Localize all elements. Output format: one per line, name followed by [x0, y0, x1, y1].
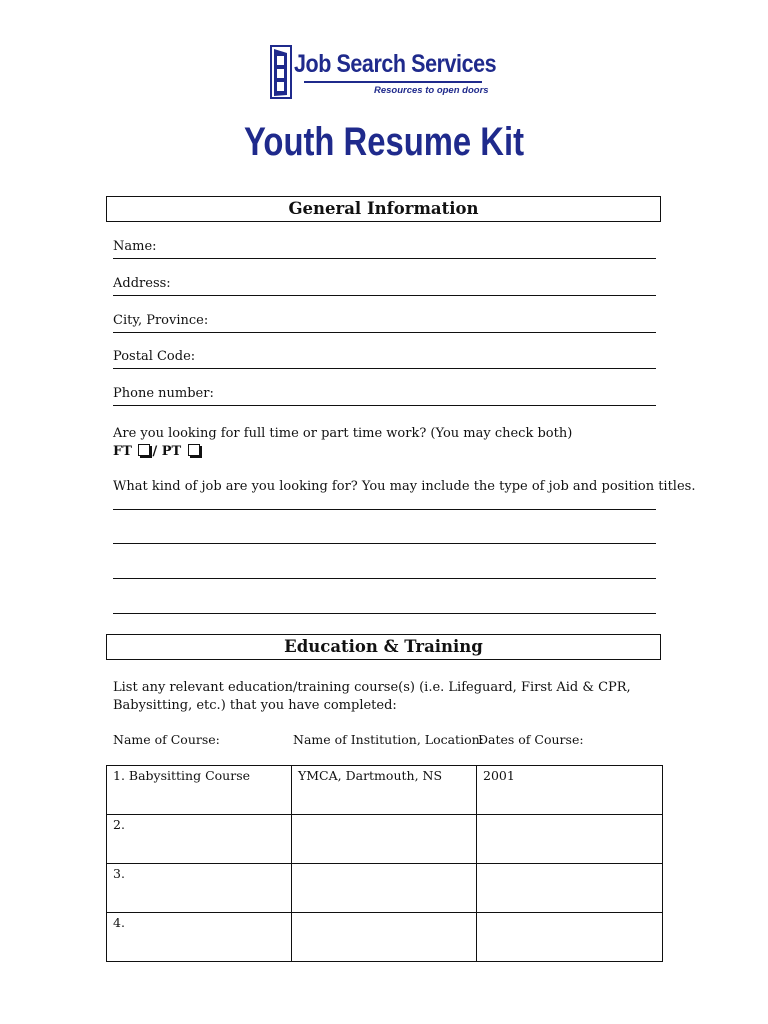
job-answer-line-4[interactable]	[113, 613, 656, 614]
logo-name: Job Search Services	[294, 50, 497, 78]
institution-column-header: Name of Institution, Location:	[293, 732, 484, 747]
job-answer-line-1[interactable]	[113, 509, 656, 510]
education-instructions: List any relevant education/training course(s) (i.e. Lifeguard, First Aid & CPR, Babysitting, etc.) that you have completed:	[113, 680, 631, 713]
table-row	[107, 815, 663, 864]
city-province-label: City, Province:	[113, 313, 209, 328]
course-name-cell[interactable]: 1. Babysitting Course	[107, 766, 292, 815]
institution-cell[interactable]	[292, 913, 477, 962]
job-type-question: What kind of job are you looking for? You may include the type of job and position titles.	[113, 479, 696, 494]
address-label: Address:	[113, 276, 171, 291]
job-answer-line-3[interactable]	[113, 578, 656, 579]
city-province-field[interactable]	[113, 312, 656, 333]
pt-checkbox[interactable]	[188, 444, 200, 456]
institution-cell[interactable]: YMCA, Dartmouth, NS	[292, 766, 477, 815]
phone-number-field[interactable]	[113, 385, 656, 406]
ft-checkbox[interactable]	[138, 444, 150, 456]
courses-table	[106, 765, 663, 962]
name-field[interactable]	[113, 238, 656, 259]
institution-cell[interactable]	[292, 815, 477, 864]
logo-rule	[304, 81, 482, 83]
table-row	[107, 766, 663, 815]
table-row	[107, 864, 663, 913]
dates-cell[interactable]: 2001	[477, 766, 663, 815]
logo-tagline: Resources to open doors	[374, 85, 489, 96]
address-field[interactable]	[113, 275, 656, 296]
pt-label: / PT	[152, 444, 182, 459]
table-row	[107, 913, 663, 962]
institution-cell[interactable]	[292, 864, 477, 913]
course-name-cell[interactable]: 3.	[107, 864, 292, 913]
page-title: Youth Resume Kit	[243, 120, 525, 164]
work-type-options	[113, 443, 202, 460]
postal-code-label: Postal Code:	[113, 349, 196, 364]
dates-cell[interactable]	[477, 913, 663, 962]
name-label: Name:	[113, 239, 157, 254]
general-information-heading: General Information	[106, 196, 661, 222]
course-name-column-header: Name of Course:	[113, 732, 220, 747]
dates-cell[interactable]	[477, 864, 663, 913]
phone-number-label: Phone number:	[113, 386, 214, 401]
ft-label: FT	[113, 444, 132, 459]
postal-code-field[interactable]	[113, 348, 656, 369]
course-name-cell[interactable]: 4.	[107, 913, 292, 962]
dates-cell[interactable]	[477, 815, 663, 864]
job-answer-line-2[interactable]	[113, 543, 656, 544]
course-name-cell[interactable]: 2.	[107, 815, 292, 864]
company-logo	[268, 42, 498, 104]
dates-column-header: Dates of Course:	[478, 732, 584, 747]
work-type-question: Are you looking for full time or part time work? (You may check both)	[113, 426, 573, 441]
education-training-heading: Education & Training	[106, 634, 661, 660]
